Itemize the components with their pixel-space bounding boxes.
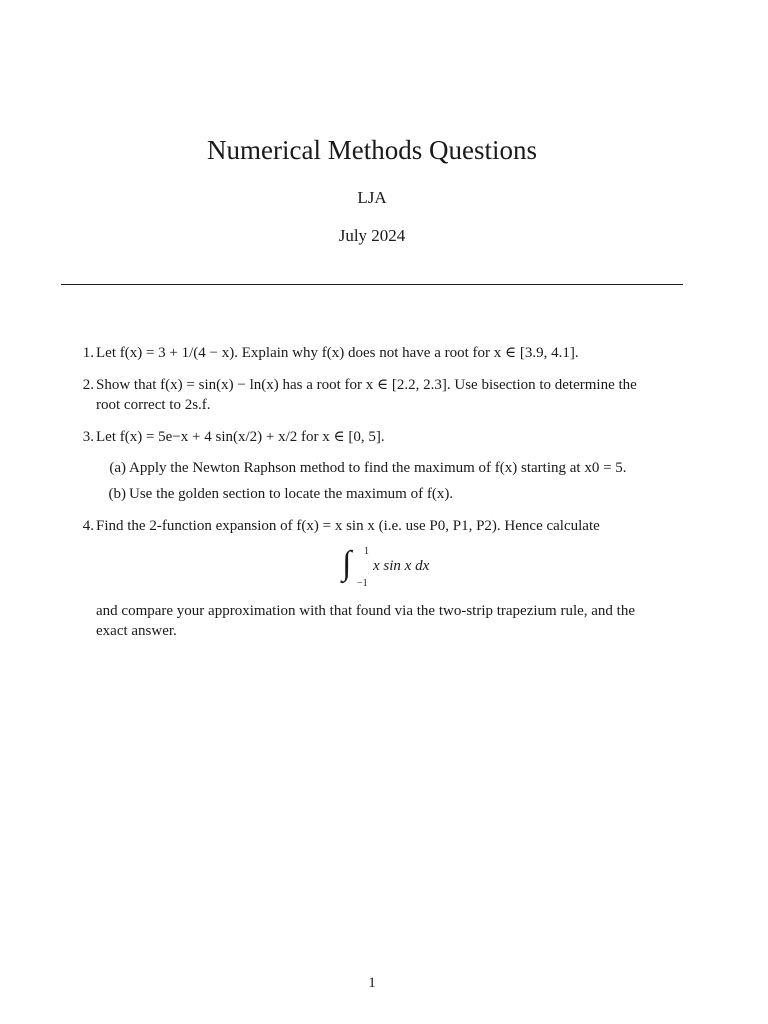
question-text-line-2: root correct to 2s.f. bbox=[96, 397, 211, 413]
integrand: x sin x dx bbox=[373, 558, 430, 574]
document-date: July 2024 bbox=[338, 226, 406, 245]
question-text: Let f(x) = 5e−x + 4 sin(x/2) + x/2 for x ∈ [0, 5]. bbox=[96, 429, 385, 445]
question-text: Find the 2-function expansion of f(x) = x sin x (i.e. use P0, P1, P2). Hence calculate bbox=[96, 518, 600, 534]
question-number: 4. bbox=[82, 518, 94, 534]
integral-lower-limit: −1 bbox=[357, 578, 368, 589]
page-number: 1 bbox=[368, 975, 376, 991]
part-label: (a) bbox=[109, 460, 126, 476]
followup-line-2: exact answer. bbox=[96, 623, 177, 639]
integral-upper-limit: 1 bbox=[364, 546, 369, 557]
question-text: Let f(x) = 3 + 1/(4 − x). Explain why f(x) does not have a root for x ∈ [3.9, 4.1]. bbox=[96, 345, 579, 361]
document-author: LJA bbox=[357, 188, 387, 207]
part-text: Use the golden section to locate the maximum of f(x). bbox=[129, 486, 454, 502]
question-number: 2. bbox=[82, 377, 94, 393]
integral-sign: ∫ bbox=[342, 545, 352, 582]
part-text: Apply the Newton Raphson method to find the maximum of f(x) starting at x0 = 5. bbox=[129, 460, 627, 476]
horizontal-rule bbox=[61, 284, 683, 285]
question-text-line-1: Show that f(x) = sin(x) − ln(x) has a root for x ∈ [2.2, 2.3]. Use bisection to determine the bbox=[96, 377, 637, 393]
followup-line-1: and compare your approximation with that found via the two-strip trapezium rule, and the bbox=[96, 603, 636, 619]
document-title: Numerical Methods Questions bbox=[207, 135, 537, 165]
question-4-followup bbox=[96, 601, 691, 641]
question-number: 3. bbox=[82, 429, 94, 445]
part-label: (b) bbox=[108, 486, 126, 502]
integral-display bbox=[342, 545, 462, 590]
question-number: 1. bbox=[82, 345, 94, 361]
